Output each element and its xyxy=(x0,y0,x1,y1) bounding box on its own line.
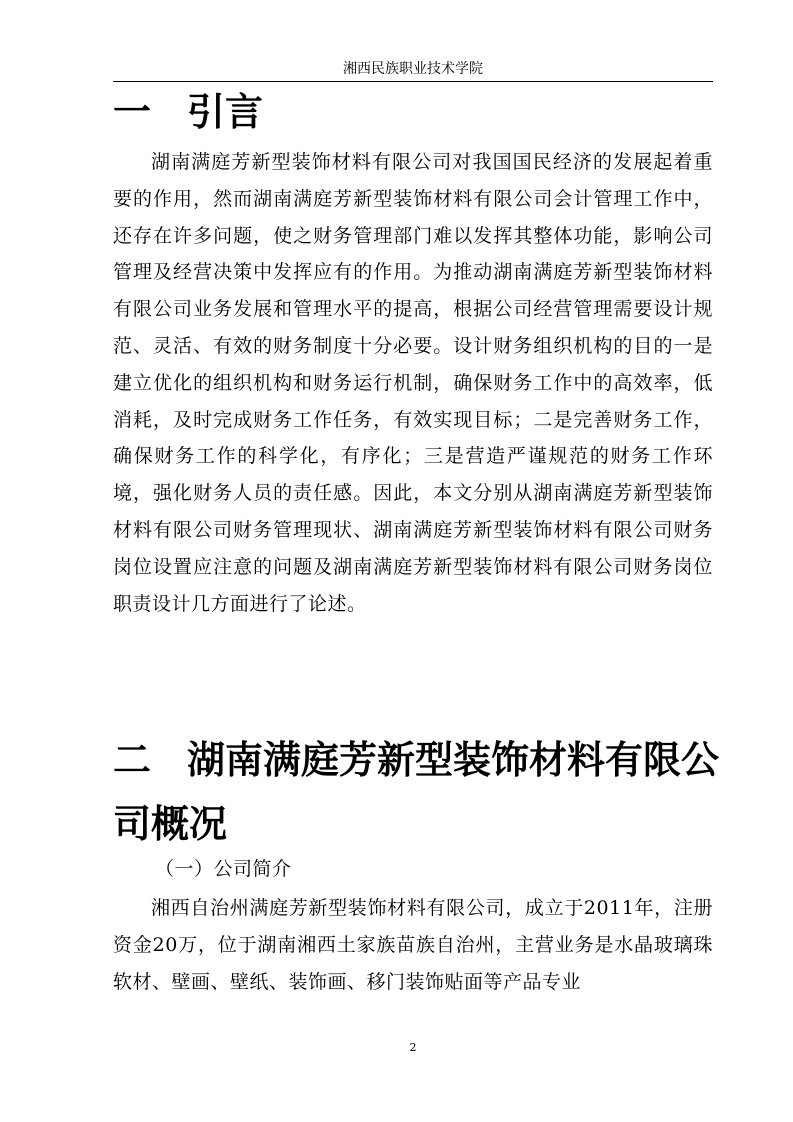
subsection-1-paragraph: 湘西自治州满庭芳新型装饰材料有限公司，成立于2011年，注册资金20万，位于湖南湘西土家族苗族自治州，主营业务是水晶玻璃珠软材、壁画、壁纸、装饰画、移门装饰贴面等产品专业 xyxy=(113,897,713,993)
section-1-title: 引言 xyxy=(187,90,264,134)
section-2-number: 二 xyxy=(113,738,152,782)
section-2-title: 湖南满庭芳新型装饰材料有限公司概况 xyxy=(113,738,720,846)
section-1-number: 一 xyxy=(113,90,152,134)
page-header: 湘西民族职业技术学院 xyxy=(343,61,483,77)
page-number: 2 xyxy=(409,1041,417,1054)
section-1-paragraph: 湖南满庭芳新型装饰材料有限公司对我国国民经济的发展起着重要的作用，然而湖南满庭芳新型装饰材料有限公司会计管理工作中，还存在许多问题，使之财务管理部门难以发挥其整体功能，影响公司管理及经营决策中发挥应有的作用。为推动湖南满庭芳新型装饰材料有限公司业务发展和管理水平的提高，根据公司经营管理需要设计规范、灵活、有效的财务制度十分必要。设计财务组织机构的目的一是建立优化的组织机构和财务运行机制，确保财务工作中的高效率，低消耗，及时完成财务工作任务，有效实现目标；二是完善财务工作，确保财务工作的科学化，有序化；三是营造严谨规范的财务工作环境，强化财务人员的责任感。因此，本文分别从湖南满庭芳新型装饰材料有限公司财务管理现状、湖南满庭芳新型装饰材料有限公司财务岗位设置应注意的问题及湖南满庭芳新型装饰材料有限公司财务岗位职责设计几方面进行了论述。 xyxy=(113,151,713,615)
section-1-heading xyxy=(113,80,733,144)
subsection-1-heading: （一）公司简介 xyxy=(155,858,292,880)
section-2-heading xyxy=(113,728,733,856)
